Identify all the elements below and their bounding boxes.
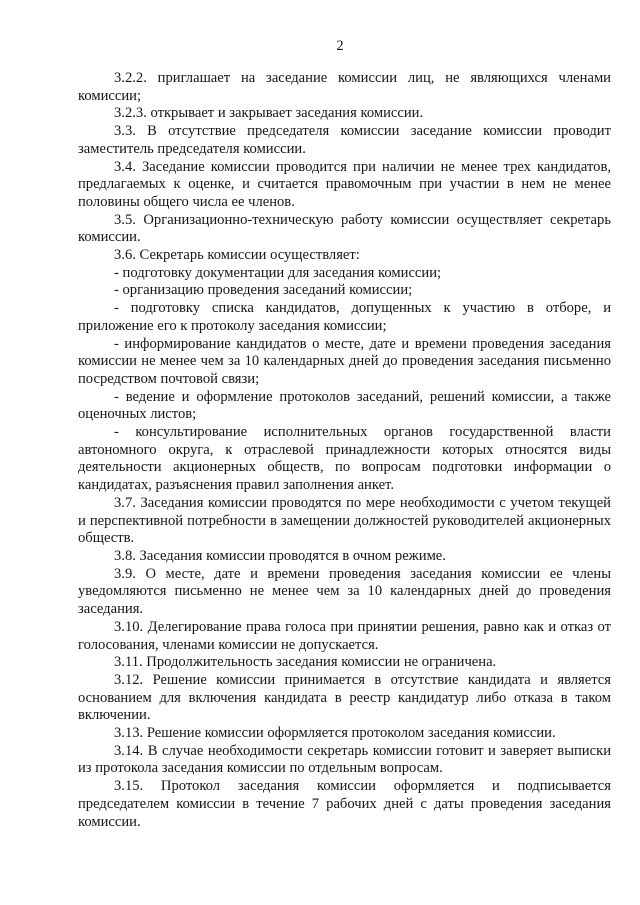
paragraph-3-2-2: 3.2.2. приглашает на заседание комиссии лиц, не являющихся членами комиссии;: [78, 70, 611, 104]
paragraph-3-4: 3.4. Заседание комиссии проводится при наличии не менее трех кандидатов, предлагаемых к оценке, и считается правомочным при участии в нем не менее половины общего числа ее членов.: [78, 158, 611, 210]
document-body: [78, 70, 611, 831]
list-item-informing: - информирование кандидатов о месте, дате и времени проведения заседания комиссии не менее чем за 10 календарных дней до проведения заседания письменно посредством почтовой связи;: [78, 335, 611, 387]
paragraph-3-11: 3.11. Продолжительность заседания комиссии не ограничена.: [114, 654, 497, 671]
paragraph-3-3: 3.3. В отсутствие председателя комиссии заседание комиссии проводит заместитель председателя комиссии.: [78, 123, 611, 157]
list-item-candidate-list: - подготовку списка кандидатов, допущенных к участию в отборе, и приложение его к протоколу заседания комиссии;: [78, 300, 611, 334]
paragraph-3-13: 3.13. Решение комиссии оформляется протоколом заседания комиссии.: [114, 725, 556, 742]
paragraph-3-8: 3.8. Заседания комиссии проводятся в очном режиме.: [114, 547, 446, 564]
list-item-organization: - организацию проведения заседаний комиссии;: [114, 282, 413, 299]
paragraph-3-14: 3.14. В случае необходимости секретарь комиссии готовит и заверяет выписки из протокола заседания комиссии по отдельным вопросам.: [78, 742, 611, 777]
paragraph-3-10: 3.10. Делегирование права голоса при принятии решения, равно как и отказ от голосования, членами комиссии не допускается.: [78, 618, 611, 653]
paragraph-3-12: 3.12. Решение комиссии принимается в отсутствие кандидата и является основанием для включения кандидата в реестр кандидатур либо отказа в таком включении.: [78, 671, 611, 724]
page-number: 2: [336, 38, 344, 54]
list-item-documentation: - подготовку документации для заседания комиссии;: [114, 264, 442, 281]
paragraph-3-15: 3.15. Протокол заседания комиссии оформляется и подписывается председателем комиссии в течение 7 рабочих дней с даты проведения заседания комиссии.: [78, 778, 611, 830]
paragraph-3-7: 3.7. Заседания комиссии проводятся по мере необходимости с учетом текущей и перспективной потребности в замещении должностей руководителей акционерных обществ.: [78, 494, 611, 547]
list-item-consulting: - консультирование исполнительных органов государственной власти автономного округа, к отраслевой принадлежности которых относятся виды деятельности акционерных обществ, по вопросам подготовки информации о кандидатах, разъяснения правил заполнения анкет.: [78, 424, 611, 494]
list-item-protocols: - ведение и оформление протоколов заседаний, решений комиссии, а также оценочных листов;: [78, 388, 611, 423]
paragraph-3-2-3: 3.2.3. открывает и закрывает заседания комиссии.: [114, 105, 424, 122]
paragraph-3-5: 3.5. Организационно-техническую работу комиссии осуществляет секретарь комиссии.: [78, 211, 611, 246]
paragraph-3-9: 3.9. О месте, дате и времени проведения заседания комиссии ее члены уведомляются письменно не менее чем за 10 календарных дней до проведения заседания.: [78, 565, 611, 618]
paragraph-3-6: 3.6. Секретарь комиссии осуществляет:: [114, 247, 360, 264]
